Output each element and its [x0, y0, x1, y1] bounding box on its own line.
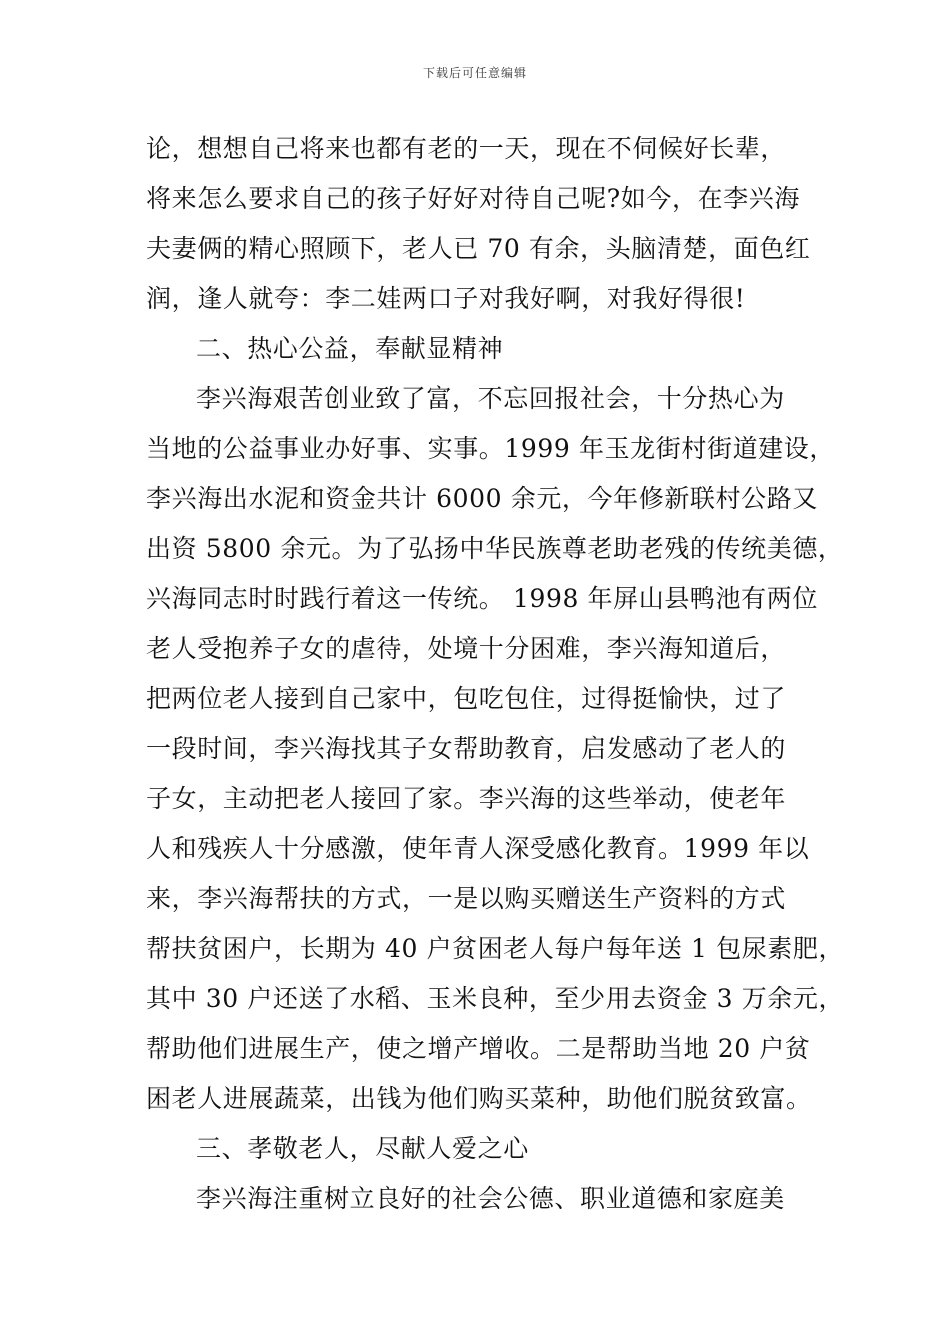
text-line: 一段时间，李兴海找其子女帮助教育，启发感动了老人的 — [146, 734, 787, 763]
text-line: 论，想想自己将来也都有老的一天，现在不伺候好长辈， — [146, 134, 787, 163]
paragraph-start-line: 李兴海注重树立良好的社会公德、职业道德和家庭美 — [196, 1184, 785, 1213]
text-line: 将来怎么要求自己的孩子好好对待自己呢?如今，在李兴海 — [146, 184, 801, 213]
text-line: 帮助他们进展生产，使之增产增收。二是帮助当地 20 户贫 — [146, 1034, 811, 1063]
text-line: 兴海同志时时践行着这一传统。 1998 年屏山县鸭池有两位 — [146, 584, 818, 613]
text-line: 子女，主动把老人接回了家。李兴海的这些举动，使老年 — [146, 784, 787, 813]
paragraph-start-line: 李兴海艰苦创业致了富，不忘回报社会，十分热心为 — [196, 384, 785, 413]
text-line: 当地的公益事业办好事、实事。1999 年玉龙街村街道建设， — [146, 434, 835, 463]
section-heading: 二、热心公益，奉献显精神 — [196, 334, 504, 363]
page-header: 下载后可任意编辑 — [422, 66, 527, 80]
text-line: 出资 5800 余元。为了弘扬中华民族尊老助老残的传统美德， — [146, 534, 844, 563]
text-line: 帮扶贫困户，长期为 40 户贫困老人每户每年送 1 包尿素肥， — [146, 934, 845, 963]
text-line: 把两位老人接到自己家中，包吃包住，过得挺愉快，过了 — [146, 684, 787, 713]
text-line: 李兴海出水泥和资金共计 6000 余元，今年修新联村公路又 — [146, 484, 818, 513]
section-heading: 三、孝敬老人，尽献人爱之心 — [196, 1134, 529, 1163]
text-line: 来，李兴海帮扶的方式，一是以购买赠送生产资料的方式 — [146, 884, 787, 913]
text-line: 夫妻俩的精心照顾下，老人已 70 有余，头脑清楚，面色红 — [146, 234, 811, 263]
text-line: 人和残疾人十分感激，使年青人深受感化教育。1999 年以 — [146, 834, 810, 863]
text-line: 困老人进展蔬菜，出钱为他们购买菜种，助他们脱贫致富。 — [146, 1084, 812, 1113]
document-body — [146, 124, 845, 1224]
text-line: 老人受抱养子女的虐待，处境十分困难，李兴海知道后， — [146, 634, 787, 663]
text-line: 润，逢人就夸：李二娃两口子对我好啊，对我好得很! — [146, 284, 746, 313]
text-line: 其中 30 户还送了水稻、玉米良种，至少用去资金 3 万余元， — [146, 984, 845, 1013]
